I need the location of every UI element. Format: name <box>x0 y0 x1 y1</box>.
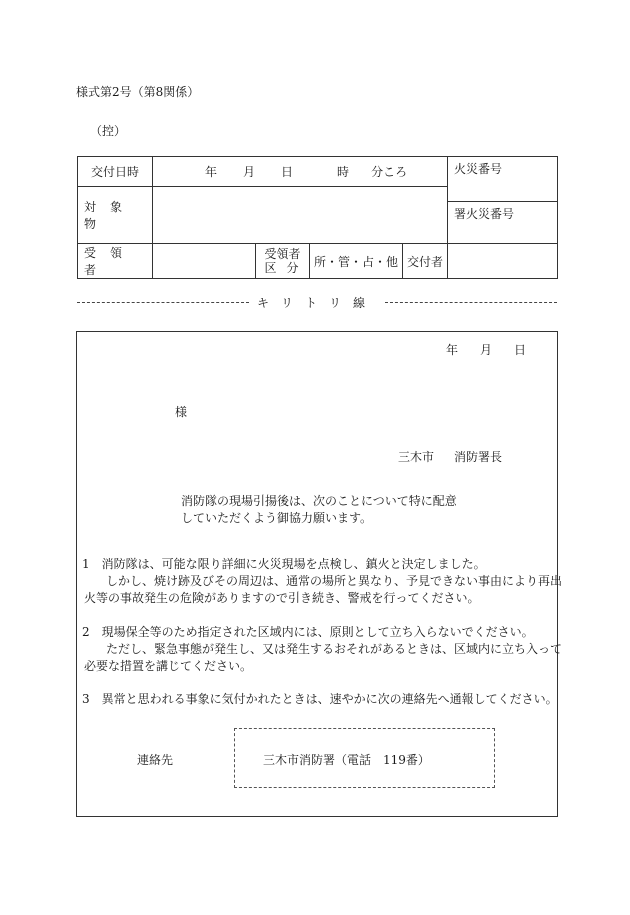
issue-record-table <box>77 156 558 279</box>
issuer-field[interactable] <box>448 244 558 279</box>
year-unit: 年 <box>205 165 218 179</box>
issue-datetime-label: 交付日時 <box>78 157 153 187</box>
issue-datetime-field[interactable] <box>153 157 448 187</box>
recipient-category-label <box>256 244 310 279</box>
notice-date <box>446 341 526 358</box>
hour-unit: 時 <box>337 165 350 179</box>
target-field[interactable] <box>153 187 448 244</box>
target-label: 対象物 <box>78 187 153 244</box>
cut-line <box>77 295 557 309</box>
intro-line-1: 消防隊の現場引揚後は、次のことについて特に配意 <box>181 494 457 508</box>
day-unit: 日 <box>281 165 294 179</box>
fire-number-label: 火災番号 <box>454 162 503 176</box>
form-number-label: 様式第2号（第8関係） <box>76 85 200 99</box>
item2-line3: 必要な措置を講じてください。 <box>84 659 253 673</box>
sender-title: 消防署長 <box>454 450 503 464</box>
notice-date-year: 年 <box>446 343 459 357</box>
item1-line2: しかし、焼け跡及びその周辺は、通常の場所と異なり、予見できない事由により再出 <box>106 574 563 588</box>
category-options[interactable]: 所・管・占・他 <box>310 244 403 279</box>
notice-date-month: 月 <box>480 343 493 357</box>
cut-line-right-dash <box>385 302 557 303</box>
sender <box>398 448 502 465</box>
item1-line1: 1 消防隊は、可能な限り詳細に火災現場を点検し、鎮火と決定しました。 <box>82 557 486 571</box>
contact-value: 三木市消防署（電話 119番） <box>263 753 430 767</box>
issuer-label: 交付者 <box>403 244 448 279</box>
station-fire-number-cell[interactable] <box>448 202 558 244</box>
addressee-suffix: 様 <box>175 405 188 419</box>
fire-number-cell[interactable] <box>448 157 558 202</box>
month-unit: 月 <box>243 165 256 179</box>
sender-city: 三木市 <box>398 450 435 464</box>
copy-mark: （控） <box>90 124 127 138</box>
station-fire-number-label: 署火災番号 <box>454 207 515 221</box>
item2-line1: 2 現場保全等のため指定された区域内には、原則として立ち入らないでください。 <box>82 625 534 639</box>
contact-label: 連絡先 <box>137 753 174 767</box>
recipient-label: 受領者 <box>78 244 153 279</box>
cut-line-left-dash <box>77 302 249 303</box>
item1-line3: 火等の事故発生の危険がありますので引き続き、警戒を行ってください。 <box>84 591 480 605</box>
notice-date-day: 日 <box>514 343 527 357</box>
intro-line-2: していただくよう御協力願います。 <box>181 511 373 525</box>
recipient-category-label-line1: 受領者 <box>264 247 301 261</box>
item2-line2: ただし、緊急事態が発生し、又は発生するおそれがあるときは、区域内に立ち入って <box>106 642 563 656</box>
cut-line-text: キリトリ線 <box>257 295 378 310</box>
minute-unit: 分ころ <box>371 165 408 179</box>
recipient-field[interactable] <box>153 244 256 279</box>
item3-line1: 3 異常と思われる事象に気付かれたときは、速やかに次の連絡先へ通報してください。 <box>82 692 558 706</box>
recipient-category-label-line2: 区分 <box>264 261 309 275</box>
